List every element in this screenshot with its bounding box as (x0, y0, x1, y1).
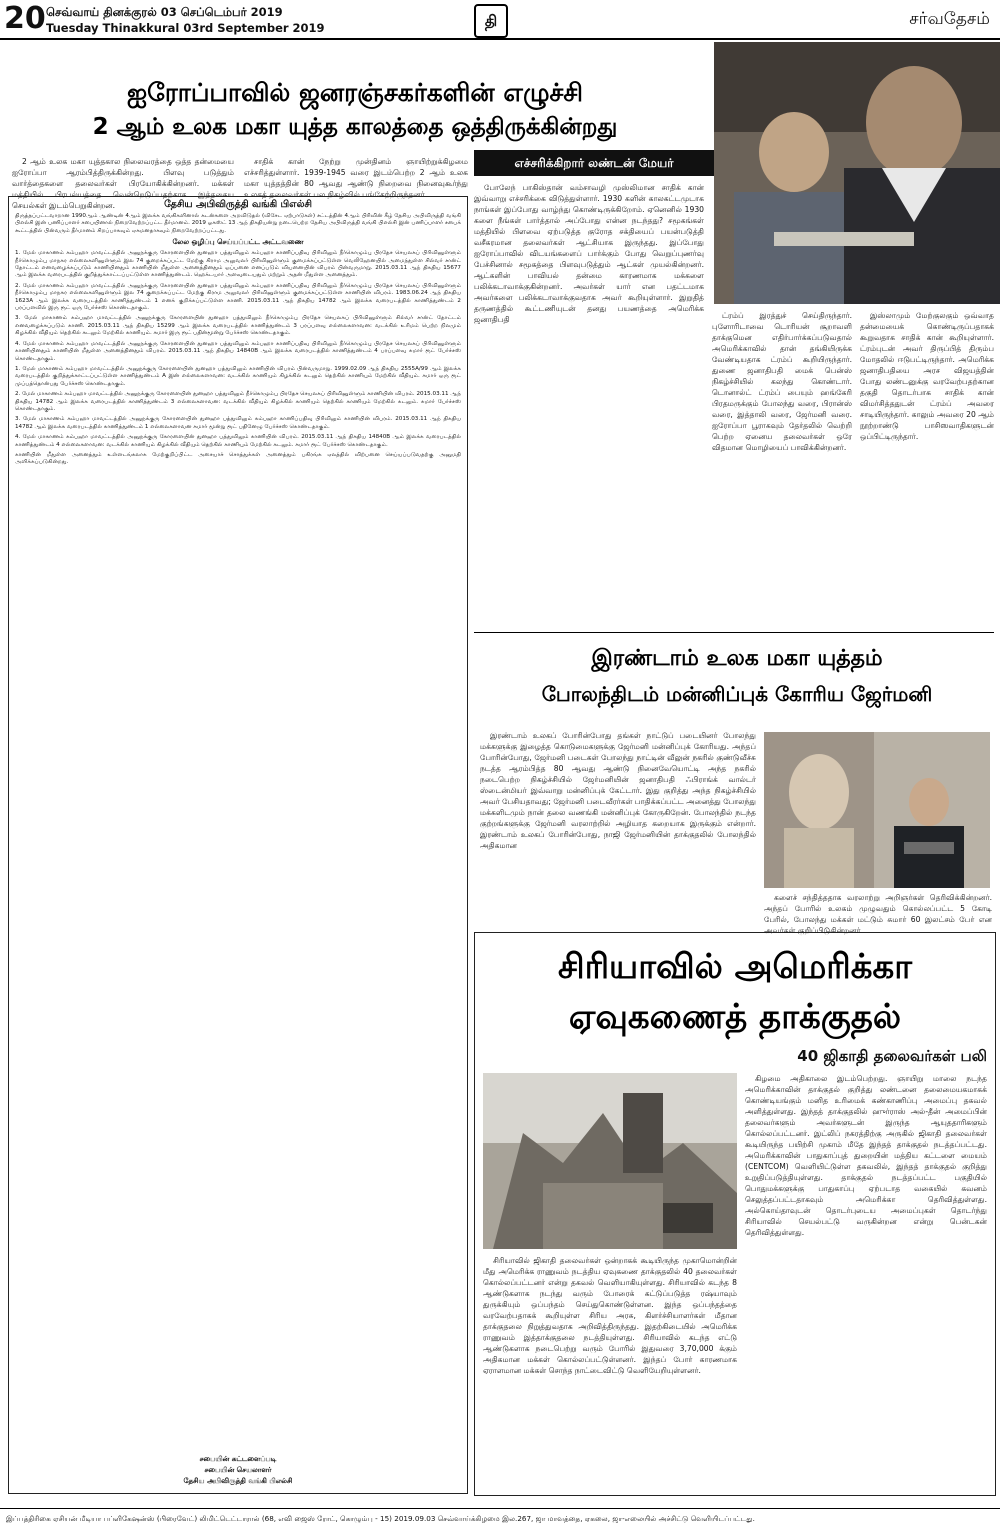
article2-headline-line2: போலந்திடம் மன்னிப்புக் கோரிய ஜேர்மனி (541, 682, 933, 706)
header-date-english: Tuesday Thinakkural 03rd September 2019 (46, 21, 325, 35)
article1-col5-text: இஸ்லாமும் மேற்குலகும் ஒவ்வாத தன்மையைக் கொண்டிருப்பதாகக் கூறுவதாக சாதிக் கான் கூறியுள்ளார். ட்ரம்புடன் அவர் திருப்பித் திரும்ப மோதலில் ஈடுபட்டிருந்தார். அமெரிக்க ஜனாதிபதியை அரச விஜயத்தின் போது லண்டனுக்கு வரவேற்பதற்கான தகுதி தொடர்பாக சாதிக் கான் விமர்சித்ததுடன் ட்ரம்ப் அவரை சாடியிருந்தார். காலும் அவரை 20 ஆம் நூற்றாண்டு பாசிஸவாதிகளுடன் ஒப்பிட்டிருந்தார். (860, 311, 994, 441)
article2-headline-line1: இரண்டாம் உலக மகா யுத்தம் (591, 646, 883, 671)
notice-items (9, 250, 467, 467)
subhead-bar (474, 150, 714, 176)
notice-title: தேசிய அபிவிருத்தி வங்கி பிஎல்சி (164, 199, 312, 210)
article1-col4-text: ட்ரம்ப் இரத்துச் செய்திருந்தார். புளோரிடாவை டொரியன் சூறாவளி தாக்குமென எதிர்பார்க்கப்படுவதால் அமெரிக்காவில் தான் தங்கியிருக்க வேண்டியதாக ட்ரம்ப் கூறியிருந்தார். துணை ஜனாதிபதி மைக் பென்ஸ் நிகழ்ச்சியில் கலந்து கொண்டார். டொனால்ட் ட்ரம்ப் பையும் ஹங்கேரி பிரதமருக்கும் போலந்து வரை, பிரான்ஸ் வரை, இத்தாலி வரை, ஜேர்மனி வரை. ஐரோப்பா பூராகவும் தேர்தலில் வெற்றி பெற்ற ஏனைய தலைவர்கள் ஒரே விதமான மொழியைப் பாவிக்கின்றனர். (712, 311, 852, 452)
article1-col2-text: சாதிக் கான் நேற்று முன்தினம் ஞாயிற்றுக்கிழமை எச்சரித்துள்ளார். 1939-1945 வரை இடம்பெற்ற 2 ஆம் உலக மகா யுத்தத்தின் 80 ஆவது ஆண்டு நிறைவை நினைவுகூர்ந்து உலகத் தலைவர்கள் பல நிகழ்வில் பங்கேற்றிருந்தனர். (244, 157, 468, 199)
notice-item: 2. மேல் மாகாணம் கம்பஹா மாவட்டத்தில் அனுநக்குரு கோரளையின் துனஹா பத்துவிலும் நீர்கொழும்பு பிரதேச செயலகப் பிரிவினுள்ளும் காணியின் விபரம். 2015.03.11 ஆந் திகதிய 14782 ஆம் இலக்க வரைபடத்தில் காணித்துண்டம் 3 எல்லைகளாவன: வடக்கில் வீதியும் கிழக்கில் காணியும் தெற்கில் காணியும் மேற்கில் கடலும். சுமார் பேர்ச்சஸ் கொண்டதாகும். (15, 391, 461, 412)
article1-col1-text: 2 ஆம் உலக மகா யுத்தகால நிலைவரத்தை ஒத்த தன்மையை ஐரோப்பா ஆரம்பித்திருக்கின்றது. பிளவு படுத்தும் வார்த்தைகளை தலைவர்கள் பிரயோகிக்கின்றனர். மக்கள் மத்தியில் பிரபல்யத்தை வென்றெடுப்பதற்காக இத்தகைய செயல்கள் இடம்பெறுகின்றன. (12, 157, 234, 210)
photo-syria-ruins (483, 1073, 737, 1249)
subhead-text: எச்சரிக்கிறார் லண்டன் மேயர் (514, 156, 674, 170)
footer (0, 1504, 1000, 1536)
photo-steinmeier-art (764, 732, 990, 888)
article3-col-left (483, 1255, 737, 1491)
notice-sig1: சபையின் கட்டளைப்படி (199, 1455, 277, 1463)
notice-item: 3. மேல் மாகாணம் கம்பஹா மாவட்டத்தில் அனுநக்குரு கோரளையின் துனஹா பத்துவிலும் கம்பஹா காணிப்பதிவு பிரிவிலும் காணியின் விபரம். 2015.03.11 ஆந் திகதிய 14782 ஆம் இலக்க வரைபடத்தில் காணித்துண்டம் 1 எல்லைகளாவன சுமார் மூன்று ரூட் பதினேழு பேர்ச்சஸ் கொண்டதாகும். (15, 416, 461, 430)
notice-item: 1. மேல் மாகாணம் கம்பஹா மாவட்டத்தில் அனுநக்குரு கோரளையின் துனஹா பத்துவிலும் காணியின் விபரம் பின்வருமாறு. 1999.02.09 ஆந் திகதிய 2555A/99 ஆம் இலக்க வரைபடத்தில் குறித்துக்காட்டப்பட்டுள்ள காணித்துண்டம் A இன் எல்லைகளாவன: வடக்கில் காணியும் கிழக்கில் கடலும் தெற்கில் காணியும் மேற்கில் வீதியும். சுமார் ஒரு ரூட் முப்பத்தொன்பது பேர்ச்சஸ் கொண்டதாகும். (15, 365, 461, 387)
page-number: 20 (4, 1, 46, 36)
photo-london-mayor-art (714, 42, 1000, 304)
footer-rule (0, 1508, 1000, 1509)
article3-headline-line2: ஏவுகணைத் தாக்குதல் (568, 997, 902, 1037)
photo-london-mayor (714, 42, 1000, 304)
notice-intro: திருத்தப்பட்டவாறான 1990ஆம் ஆண்டின் 4ஆம் இலக்க வங்கிகளினால் கடன்களை அறவிடுதல் (விசேட ஏற்பாடுகள்) சட்டத்தின் 4ஆம் பிரிவின் கீழ் தேசிய அபிவிருத்தி வங்கி பிஎல்சி இன் பணிப்பாளர் சபையினால் நிறைவேற்றப்பட்ட தீர்மானம். 2019 ஓகஸ்ட் 13 ஆந் திகதியன்று நடைபெற்ற தேசிய அபிவிருத்தி வங்கி பிஎல்சி இன் பணிப்பாளர் சபைக் கூட்டத்தில் பின்வரும் தீர்மானம் சிறப்பாகவும் ஏகமனதாகவும் நிறைவேற்றப்பட்டது. (15, 213, 461, 234)
article2-body (480, 730, 756, 930)
section-name: சர்வதேசம் (909, 9, 990, 29)
notice-sig2: சபையின் செயலாளர் (204, 1466, 272, 1474)
notice-item: 4. மேல் மாகாணம் கம்பஹா மாவட்டத்தில் அனுநக்குரு கோரளையின் துனஹா பத்துவிலும் காணியின் விபரம். 2015.03.11 ஆந் திகதிய 14840B ஆம் இலக்க வரைபடத்தில் காணித்துண்டம் 4 எல்லைகளாவன: வடக்கில் காணியும் கிழக்கில் வீதியும் தெற்கில் காணியும் மேற்கில் கடலும். சுமார் ரூட் பேர்ச்சஸ் கொண்டதாகும். (15, 434, 461, 448)
notice-item: 3. மேல் மாகாணம் கம்பஹா மாவட்டத்தில் அனுநக்குரு கோரளையின் துனஹா பத்துவிலும் நீர்கொழும்பு பிரதேச செயலகப் பிரிவினுள்ளும் சில்வர் சான்ட் தோட்டம் எனவழைக்கப்படும் காணி. 2015.03.11 ஆந் திகதிய 15299 ஆம் இலக்க வரைபடத்தில் காணித்துண்டம் 3 பரப்பளவு எல்லைகளாவன: வடக்கில் உரிமம் பெற்ற நிலமும் கிழக்கில் வீதியும் தெற்கில் கடலும் மேற்கில் காணியும். சுமார் இரு ரூட் பதின்மூன்று பேர்ச்சஸ் கொண்டதாகும். (15, 315, 461, 337)
headline-line2: 2 ஆம் உலக மகா யுத்த காலத்தை ஒத்திருக்கின்றது (92, 114, 618, 140)
article1-col5 (860, 310, 994, 630)
notice-subtitle: லேல ஒழிப்பு செய்யப்பட்ட அட்டவணை (172, 238, 304, 247)
footer-text: இப்பத்திரிகை ஏசியன் மீடியா பப்ளிகேஷன்ஸ் (பிரைவேட்) லிமிட்டெட்டாரால் (68, எவி ஜைஸ் ரோட், கொழும்பு - 15) 2019.09.03 செவ்வாய்க்கிழமை இல.267, ஜா மாவத்தை, ஏகலை, ஜா-எலையில் அச்சிட்டு வெளியிடப்பட்டது. (6, 1514, 755, 1523)
photo-syria-ruins-art (483, 1073, 737, 1249)
article3-col-right (745, 1073, 987, 1491)
article1-col4 (712, 310, 852, 630)
article-germany-apology (474, 632, 1000, 935)
page-header (0, 0, 1000, 40)
logo-text: தி (484, 12, 498, 30)
article2-body2-text: களைச் சந்தித்ததாக வரலாற்று அறிஞர்கள் தெரிவிக்கின்றனர். அந்தப் போரில் உலகம் முழுவதும் கொல்லப்பட்ட 5 கோடி பேரில், போலந்து மக்கள் மட்டும் சுமார் 60 இலட்சம் பேர் என அவர்கள் குறிப்பிடுகின்றனர். (764, 893, 992, 935)
photo-steinmeier (764, 732, 990, 888)
article2-body-text: இரண்டாம் உலகப் போரின்போது தங்கள் நாட்டுப் படையினர் போலந்து மக்களுக்கு இழைத்த கொடுமைகளுக்கு ஜேர்மனி மன்னிப்புக் கோரியது. அந்தப் போரின்போது, ஜேர்மனி படைகள் போலந்து நாட்டின் வீலுன் நகரில் குண்டுவீச்சு நடத்த ஆரம்பித்த 80 ஆவது ஆண்டு நினைவேயொட்டி அந்த நகரில் நடைபெற்ற நிகழ்ச்சியில் ஜேர்மனியின் ஜனாதிபதி ஃபிராங்க் வால்டர் ஸ்டைன்மியர் இவ்வாறு மன்னிப்புக் கேட்டார். இது குறித்து அந்த நிகழ்ச்சியில் அவர் பேசியதாவது; ஜேர்மனி படைவீரர்கள் பாதிக்கப்பட்ட அனைத்து போலந்து மக்களிடமும் நான் தலை வணங்கி மன்னிப்புக் கோருகிறேன். போலந்தில் நடந்த குற்றங்களுக்கு ஜேர்மனி வரலாற்றில் அழியாத கறையாக இருக்கும் என்றார். இரண்டாம் உலகப் போரின்போது, நாஜி ஜேர்மனியின் தாக்குதலில் போலந்தில் அதிகமான (480, 731, 756, 850)
notice-item: 1. மேல் மாகாணம் கம்பஹா மாவட்டத்தில் அனுநக்குரு கோரளையின் துனஹா பத்துவிலும் கம்பஹா காணிப்பதிவு பிரிவிலும் நீர்கொழும்பு பிரதேச செயலகப் பிரிவினுள்ளும் நீர்கொழும்பு மாநகர எல்லைகளினுள்ளும் இல 74 குறைக்கப்பட்ட மேற்கு கிராம அலுவலர் பிரிவினுள்ளும் குமைக்கப்பட்டுள்ள வெலிஹேனயில் அமைந்துள்ள சில்வர் சான்ட் தோட்டம் எனவழைக்கப்படும் காணியினதும் காணியின் மீதுள்ள அனைத்தினதும் ஒப்பனை எனப்படும் வியனையின் விபரம் பின்வருமாறு. 2015.03.11 ஆந் திகதிய 15677 ஆம் இலக்க வரைபடத்தில் குறித்துக்காட்டப்பட்டுள்ள காணித்துண்டம். ஹெக்டயார் அளவுடையதும் மற்றும் அதன் மீதுள்ள அனைத்தும். (15, 250, 461, 279)
headline-line1: ஐரோப்பாவில் ஜனரஞ்சகர்களின் எழுச்சி (127, 78, 583, 107)
article3-col-right-text: கிழமை அதிகாலை இடம்பெற்றது. ஞாயிறு மாலை நடந்த அமெரிக்காவின் தாக்குதல் குறித்து லண்டனை தலைமையகமாகக் கொண்டியங்கும் மனித உரிமைக் கண்காணிப்பு அமைப்பு தகவல் அளித்துள்ளது. இந்தத் தாக்குதலில் ஹுர்ராஸ் அல்-தீன் அமைப்பின் தலைவர்களும் அவர்களுடன் இருந்த ஆயுததாரிகளும் கொல்லப்பட்டனர். இட்லிப் நகரத்திற்கு அருகில் ஜிகாதி தலைவர்கள் கூடியிருந்த பயிற்சி முகாம் மீதே இந்தத் தாக்குதல் நடத்தப்பட்டது. அமெரிக்காவின் பாதுகாப்புத் துறையின் மத்திய கட்டளை மையம் (CENTCOM) வெளியிட்டுள்ள தகவலில், இந்தத் தாக்குதல் குறித்து உறுதிப்படுத்தியுள்ளது. தாக்குதல் நடத்தப்பட்ட பகுதியில் பொதுமக்களுக்கு பாதுகாப்பு ஏற்படாத வகையில் கவனம் செலுத்தப்பட்டதாகவும் அமெரிக்கா தெரிவித்துள்ளது. அல்கொய்தாவுடன் தொடர்புடைய அமைப்புகள் தொடர்ந்து சிரியாவில் செயல்பட்டு வருகின்றன என்று பென்டகன் தெரிவித்துள்ளது. (745, 1074, 987, 1237)
notice-sig3: தேசிய அபிவிருத்தி வங்கி பிஎல்சி (183, 1477, 293, 1485)
header-date-tamil: செவ்வாய் தினக்குரல் 03 செப்டெம்பர் 2019 (46, 5, 283, 19)
article-syria-strike (474, 932, 996, 1496)
article3-col-left-text: சிரியாவில் ஜிகாதி தலைவர்கள் ஒன்றாகக் கூடியிருந்த முகாமொன்றின் மீது அமெரிக்க ராணுவம் நடத்திய ஏவுகணை தாக்குதலில் 40 தலைவர்கள் கொல்லப்பட்டனர் என்று தகவல் வெளியாகியுள்ளது. சிரியாவில் கடந்த 8 ஆண்டுகளாக நடந்து வரும் போரைக் கட்டுப்படுத்த ரஷ்யாவும் துருக்கியும் ஒப்பந்தம் செய்துகொண்டுள்ளன. இந்த ஒப்பந்தத்தை வரவேற்பதாகக் கூறியுள்ள சிரிய அரசு, கிளர்ச்சியாளர்கள் மீதான தாக்குதலை நிறுத்துவதாக அறிவித்திருந்தது. இதற்கிடையில் அமெரிக்க ராணுவம் இத்தாக்குதலை நடத்தியுள்ளது. சிரியாவில் கடந்த எட்டு ஆண்டுகளாக நடைபெற்று வரும் போரில் இதுவரை 3,70,000 க்கும் அதிகமான மக்கள் கொல்லப்பட்டுள்ளனர். இந்தப் போர் காரணமாக ஏராளமான மக்கள் சொந்த நாட்டைவிட்டு வெளியேறியுள்ளனர். (483, 1256, 737, 1375)
article2-top-rule (474, 632, 994, 633)
notice-item: 2. மேல் மாகாணம் கம்பஹா மாவட்டத்தில் அனுநக்குரு கோரளையின் துனஹா பத்துவிலும் கம்பஹா காணிப்பதிவு பிரிவிலும் நீர்கொழும்பு பிரதேச செயலகப் பிரிவினுள்ளும் நீர்கொழும்பு மாநகர எல்லைகளினுள்ளும் இல 74 குறைக்கப்பட்ட மேற்கு கிராம அலுவலர் பிரிவினுள்ளும் குமைக்கப்பட்டுள்ள காணியின் விபரம். 1983.06.24 ஆந் திகதிய 1623A ஆம் இலக்க வரைபடத்தில் காணித்துண்டம் 1 எனக் குறிக்கப்பட்டுள்ள காணி. 2015.03.11 ஆந் திகதிய 14782 ஆம் இலக்க வரைபடத்தில் காணித்துண்டம் 2 பரப்பளவில் இரு ரூட் ஒரு பேர்ச்சஸ் கொண்டதாகும். (15, 282, 461, 312)
bank-notice (8, 196, 468, 1494)
article1-col3 (474, 182, 704, 628)
notice-closing: காணியின் மீதுள்ள அனைத்தும் உள்ளடங்கலாக மேற்குறிப்பிட்ட அசையாச் சொத்துக்கள் அனைத்தும் பகிரங்க ஏலத்தில் விற்பனை செய்யப்படுவதற்கு அனுமதி அளிக்கப்படுகின்றது. (15, 451, 461, 466)
notice-item: 4. மேல் மாகாணம் கம்பஹா மாவட்டத்தில் அனுநக்குரு கோரளையின் துனஹா பத்துவிலும் கம்பஹா காணிப்பதிவு பிரிவிலும் நீர்கொழும்பு பிரதேச செயலகப் பிரிவினுள்ளும் காணியினதும் காணியின் மீதுள்ள அனைத்தினதும் விபரம். 2015.03.11 ஆந் திகதிய 14840B ஆம் இலக்க வரைபடத்தில் காணித்துண்டம் 4 பரப்பளவு சுமார் ரூட் பேர்ச்சஸ் கொண்டதாகும். (15, 340, 461, 362)
article3-headline-line1: சிரியாவில் அமெரிக்கா (557, 947, 913, 987)
article1-col3-text: போலேந் பாகிஸ்தான் வம்சாவழி முஸ்லிமான சாதிக் கான் இவ்வாறு எச்சரிக்கை விடுத்துள்ளார். 1930 களின் காலகட்டமுடாக நாங்கள் இப்போது வாழ்ந்து கொண்டிருக்கிறோம். ஏனெனில் 1930 களை நீங்கள் பார்த்தால் அப்போது என்ன நடந்தது? சமூகங்கள் மத்தியில் பிளவை ஏற்படுத்த குரோத சக்தியைப் பயன்படுத்தி வசீகரமான தலைவர்கள் ஆட்சியாக இருந்தது. இப்போது ஐரோப்பாவில் விடயங்களைப் பார்க்கும் போது வெறுப்புணர்வு பேச்சினால் சமூகத்தை பிளவுபடுத்தும் ஆட்கள் முயல்கின்றனர். ஆட்களின் பாவியல் தன்மை காரணமாக மக்களை பலிக்கடாவாக்குகின்றனர். அவர்கள் யார் என பதட்டமாக அவர்களை பலிக்கடாவாக்குவதாக அவர் கூறியுள்ளார். இறுதித் தருணத்தில் கூட்டணியுடன் தனது பயணத்தை அமெரிக்க ஜனாதிபதி (474, 183, 704, 324)
header-rule (0, 38, 1000, 40)
notice-signature (9, 1454, 467, 1487)
newspaper-logo (474, 4, 508, 38)
article3-subhead: 40 ஜிகாதி தலைவர்கள் பலி (797, 1047, 987, 1065)
